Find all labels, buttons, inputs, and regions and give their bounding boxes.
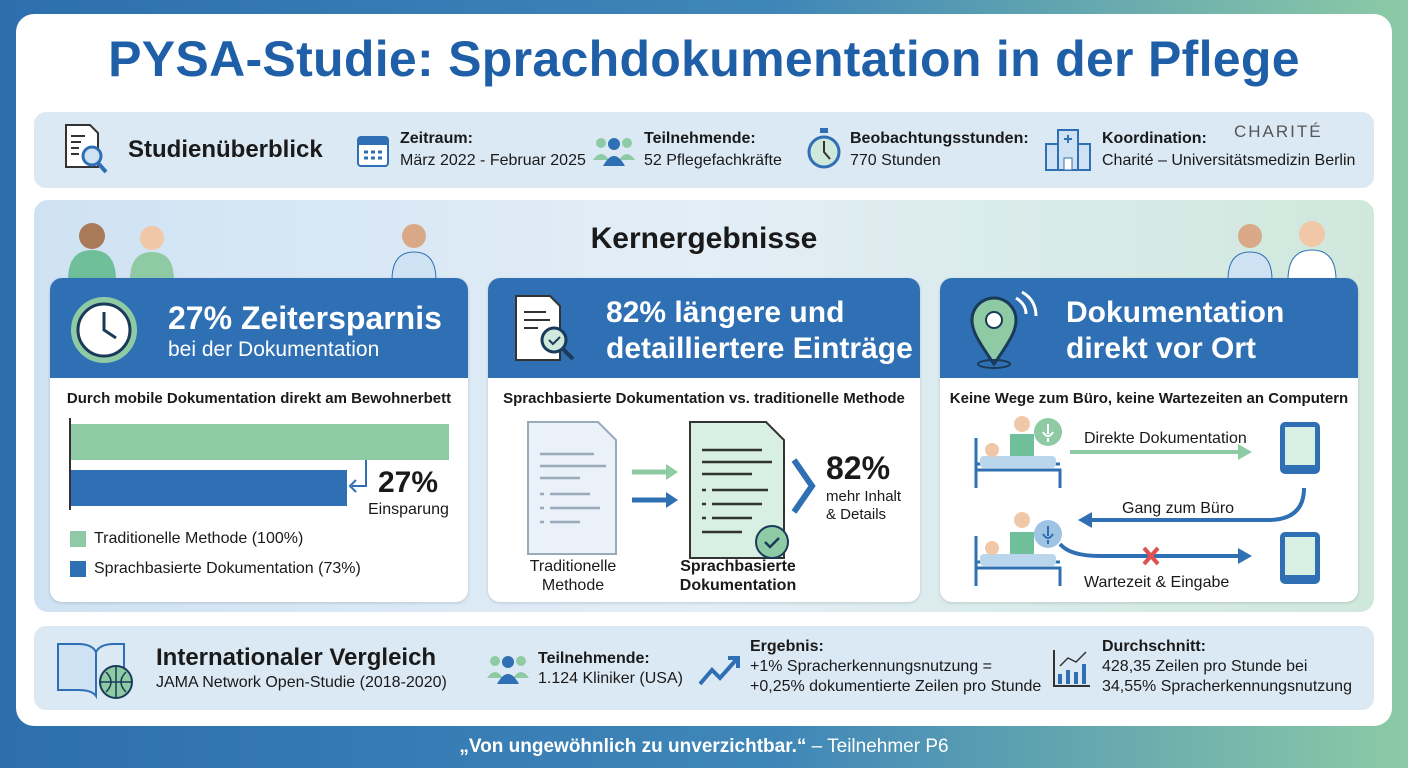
traditional-label-2: Methode (541, 577, 605, 594)
beobachtung-label: Beobachtungsstunden: (850, 130, 1029, 147)
people-icon (592, 134, 636, 168)
koordination-value: Charité – Universitätsmedizin Berlin (1102, 152, 1356, 169)
entries-percent: 82% (826, 450, 891, 486)
location-wifi-icon (966, 288, 1046, 370)
people-icon (486, 652, 530, 686)
quote-author: – Teilnehmer P6 (806, 736, 949, 757)
intl-avg-line2: 34,55% Spracherkennungsnutzung (1102, 678, 1352, 695)
international-heading: Internationaler Vergleich (156, 644, 437, 671)
hospital-icon (1044, 128, 1092, 172)
onsite-headline-1: Dokumentation (1066, 296, 1285, 329)
time-savings-subtitle: Durch mobile Dokumentation direkt am Bewohnerbett (66, 390, 452, 407)
legend-swatch-speech (70, 561, 86, 577)
entries-headline-1: 82% längere und (606, 296, 845, 329)
intl-avg-line1: 428,35 Zeilen pro Stunde bei (1102, 658, 1308, 675)
intl-result-line1: +1% Spracherkennungsnutzung = (750, 658, 992, 675)
intl-result-label: Ergebnis: (750, 638, 824, 655)
trend-up-icon (698, 654, 742, 688)
entries-percent-label-2: & Details (826, 506, 887, 523)
saving-value: 27% (378, 466, 439, 499)
time-savings-card (50, 278, 468, 602)
zeitraum-value: März 2022 - Februar 2025 (400, 152, 586, 169)
clock-icon (66, 290, 144, 368)
teilnehmende-value: 52 Pflegefachkräfte (644, 152, 782, 169)
document-search-icon (62, 122, 118, 178)
speech-label-2: Dokumentation (679, 577, 797, 594)
on-site-card (940, 278, 1358, 602)
entries-headline-2: detailliertere Einträge (606, 332, 913, 365)
stopwatch-icon (806, 126, 842, 172)
study-overview (34, 112, 1374, 188)
traditional-document-icon (524, 420, 624, 560)
document-check-icon (510, 292, 584, 366)
quote-text: „Von ungewöhnlich zu unverzichtbar.“ (459, 736, 807, 757)
beobachtung-value: 770 Stunden (850, 152, 941, 169)
flow-wait-label: Wartezeit & Eingabe (1084, 574, 1230, 591)
teilnehmende-label: Teilnehmende: (644, 130, 756, 147)
flow-direct-label: Direkte Dokumentation (1084, 430, 1247, 447)
core-results-title: Kernergebnisse (590, 222, 818, 255)
koordination-label: Koordination: (1102, 130, 1207, 147)
legend-swatch-traditional (70, 531, 86, 547)
speech-label-1: Sprachbasierte (680, 558, 796, 575)
time-savings-headline: 27% Zeitersparnis (168, 300, 442, 336)
intl-participants-value: 1.124 Kliniker (USA) (538, 670, 683, 687)
onsite-headline-2: direkt vor Ort (1066, 332, 1257, 365)
page-title: PYSA-Studie: Sprachdokumentation in der Pflege (108, 31, 1300, 87)
saving-label: Einsparung (368, 501, 449, 518)
overview-heading: Studienüberblick (128, 136, 323, 163)
bar-speech-based (71, 470, 347, 506)
entries-percent-label-1: mehr Inhalt (826, 488, 902, 505)
time-savings-subheadline: bei der Dokumentation (168, 338, 380, 361)
calendar-icon (356, 132, 390, 168)
international-comparison (34, 626, 1374, 710)
zeitraum-label: Zeitraum: (400, 130, 473, 147)
onsite-subtitle: Keine Wege zum Büro, keine Wartezeiten an Computern (949, 390, 1349, 407)
footer-quote (0, 736, 1408, 758)
speech-document-icon (686, 420, 796, 566)
intl-result-line2: +0,25% dokumentierte Zeilen pro Stunde (750, 678, 1042, 695)
entries-subtitle: Sprachbasierte Dokumentation vs. traditionelle Methode (503, 390, 905, 407)
reduction-arrow-icon (346, 458, 376, 494)
flow-office-label: Gang zum Büro (1122, 500, 1235, 517)
legend-traditional: Traditionelle Methode (100%) (94, 530, 304, 547)
legend-speech: Sprachbasierte Dokumentation (73%) (94, 560, 361, 577)
bar-chart-icon (1052, 648, 1092, 688)
bar-traditional (71, 424, 449, 460)
comparison-arrows-icon (630, 462, 682, 512)
longer-entries-card (488, 278, 920, 602)
intl-avg-label: Durchschnitt: (1102, 638, 1206, 655)
charite-logo: CHARITÉ (1234, 122, 1323, 141)
traditional-label-1: Traditionelle (529, 558, 617, 575)
intl-participants-label: Teilnehmende: (538, 650, 650, 667)
international-source: JAMA Network Open-Studie (2018-2020) (156, 674, 447, 691)
chevron-right-icon (790, 458, 816, 514)
book-globe-icon (54, 636, 138, 700)
